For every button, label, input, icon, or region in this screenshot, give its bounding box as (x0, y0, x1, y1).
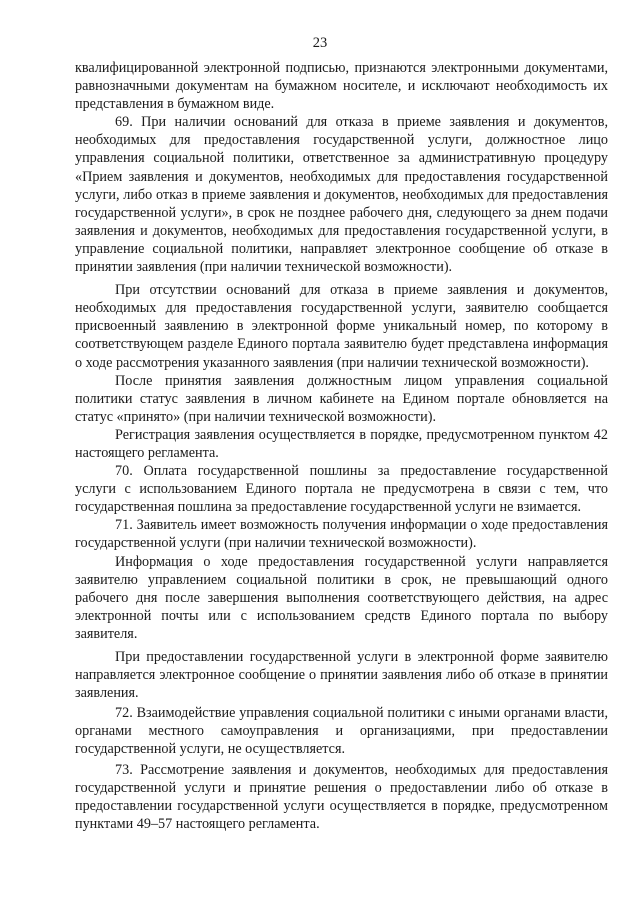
paragraph-progress-info: Информация о ходе предоставления государственной услуги направляется заявителю управлением социальной политики в срок, не превышающий одного рабочего дня после завершения выполнения соответствующего действия, на адрес электронной почты или с использованием средств Единого портала по выбору заявителя. (75, 553, 608, 642)
paragraph-electronic-form: При предоставлении государственной услуги в электронной форме заявителю направляется электронное сообщение о принятии заявления либо об отказе в принятии заявления. (75, 649, 608, 702)
paragraph-69: 69. При наличии оснований для отказа в приеме заявления и документов, необходимых для предоставления государственной услуги, должностное лицо управления социальной политики, ответственное за административную процедуру «Прием заявления и документов, необходимых для предоставления государственной услуги, либо отказ в приеме заявления и документов, необходимых для предоставления государственной услуги», в срок не позднее рабочего дня, следующего за днем подачи заявления и документов, необходимых для предоставления государственной услуги, в управление социальной политики, направляет электронное сообщение об отказе в принятии заявления (при наличии технической возможности). (75, 114, 608, 276)
paragraph-73: 73. Рассмотрение заявления и документов, необходимых для предоставления государственной услуги и принятие решения о предоставлении либо об отказе в предоставлении государственной услуги осуществляется в порядке, предусмотренном пунктами 49–57 настоящего регламента. (75, 761, 608, 832)
paragraph-71: 71. Заявитель имеет возможность получения информации о ходе предоставления государственной услуги (при наличии технической возможности). (75, 517, 608, 552)
page-number: 23 (312, 35, 328, 51)
paragraph-continuation: квалифицированной электронной подписью, признаются электронными документами, равнозначными документам на бумажном носителе, и исключают необходимость их представления в бумажном виде. (75, 60, 608, 113)
document-body (75, 59, 608, 833)
paragraph-70: 70. Оплата государственной пошлины за предоставление государственной услуги с использованием Единого портала не предусмотрена в связи с тем, что государственная пошлина за предоставление государственной услуги не взимается. (75, 463, 608, 516)
paragraph-no-grounds: При отсутствии оснований для отказа в приеме заявления и документов, необходимых для предоставления государственной услуги, заявителю сообщается присвоенный заявлению в электронной форме уникальный номер, по которому в соответствующем разделе Единого портала заявителю будет представлена информация о ходе рассмотрения указанного заявления (при наличии технической возможности). (75, 282, 608, 371)
paragraph-status-update: После принятия заявления должностным лицом управления социальной политики статус заявления в личном кабинете на Едином портале обновляется на статус «принято» (при наличии технической возможности). (75, 372, 608, 425)
paragraph-registration: Регистрация заявления осуществляется в порядке, предусмотренном пунктом 42 настоящего регламента. (75, 426, 608, 461)
paragraph-72: 72. Взаимодействие управления социальной политики с иными органами власти, органами местного самоуправления и организациями, при предоставлении государственной услуги, не осуществляется. (75, 705, 608, 758)
